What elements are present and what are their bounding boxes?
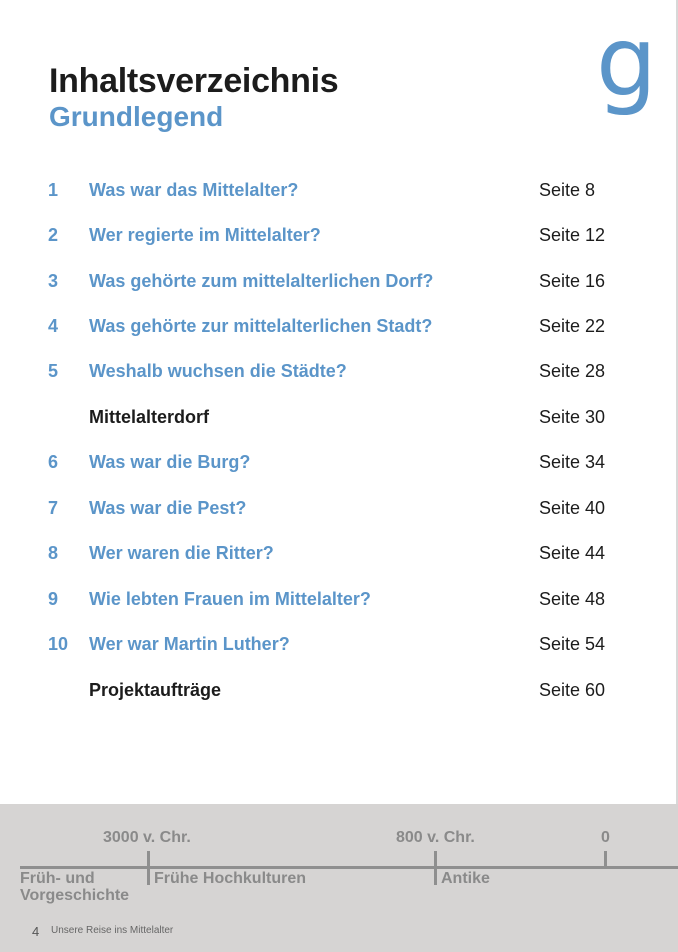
toc-number: 10 [48, 634, 69, 654]
timeline-era: Frühe Hochkulturen [154, 870, 307, 887]
toc-number: 4 [48, 316, 59, 336]
toc-page: Seite 28 [539, 361, 606, 381]
toc-page: Seite 12 [539, 225, 606, 245]
toc-title: Wer regierte im Mittelalter? [89, 225, 321, 245]
page-subtitle: Grundlegend [49, 101, 224, 132]
toc-number: 2 [48, 225, 59, 245]
toc-number: 8 [48, 543, 59, 563]
toc-title: Was gehörte zum mittelalterlichen Dorf? [89, 271, 434, 291]
toc-title: Was war die Pest? [89, 498, 247, 518]
toc-row[interactable] [0, 397, 678, 437]
history-timeline [0, 804, 678, 952]
toc-row[interactable] [0, 170, 678, 210]
toc-number: 7 [48, 498, 59, 518]
toc-row[interactable] [0, 261, 678, 301]
toc-page: Seite 22 [539, 316, 606, 336]
toc-row[interactable] [0, 624, 678, 664]
timeline-era: Antike [441, 870, 490, 887]
toc-number: 3 [48, 271, 59, 291]
toc-page: Seite 54 [539, 634, 606, 654]
toc-title: Was war die Burg? [89, 452, 251, 472]
toc-row[interactable] [0, 215, 678, 255]
timeline-tick [604, 851, 607, 868]
timeline-date: 800 v. Chr. [396, 829, 475, 846]
toc-row[interactable] [0, 579, 678, 619]
toc-number: 5 [48, 361, 59, 381]
toc-row[interactable] [0, 670, 678, 710]
toc-number: 6 [48, 452, 59, 472]
page-number: 4 [32, 924, 40, 939]
toc-title: Projektaufträge [89, 680, 222, 700]
timeline-date: 0 [601, 829, 610, 846]
toc-title: Wie lebten Frauen im Mittelalter? [89, 589, 371, 609]
book-title: Unsere Reise ins Mittelalter [51, 925, 174, 936]
toc-page: Seite 16 [539, 271, 606, 291]
toc-page: Seite 8 [539, 180, 596, 200]
page-title: Inhaltsverzeichnis [49, 62, 339, 100]
toc-page: Seite 48 [539, 589, 606, 609]
toc-page: Seite 34 [539, 452, 606, 472]
toc-page: Seite 60 [539, 680, 606, 700]
toc-row[interactable] [0, 306, 678, 346]
toc-row[interactable] [0, 351, 678, 391]
timeline-axis [20, 866, 678, 869]
toc-title: Weshalb wuchsen die Städte? [89, 361, 347, 381]
toc-number: 1 [48, 180, 59, 200]
toc-page: Seite 40 [539, 498, 606, 518]
level-badge-letter: g [596, 6, 657, 118]
toc-row[interactable] [0, 488, 678, 528]
toc-page: Seite 30 [539, 407, 606, 427]
timeline-tick [147, 851, 150, 885]
toc-title: Wer war Martin Luther? [89, 634, 290, 654]
toc-row[interactable] [0, 533, 678, 573]
toc-title: Wer waren die Ritter? [89, 543, 274, 563]
timeline-date: 3000 v. Chr. [103, 829, 191, 846]
toc-number: 9 [48, 589, 59, 609]
timeline-era: Früh- und Vorgeschichte [20, 870, 130, 904]
toc-title: Mittelalterdorf [89, 407, 210, 427]
toc-row[interactable] [0, 442, 678, 482]
toc-title: Was war das Mittelalter? [89, 180, 299, 200]
toc-page: Seite 44 [539, 543, 606, 563]
toc-title: Was gehörte zur mittelalterlichen Stadt? [89, 316, 433, 336]
timeline-tick [434, 851, 437, 885]
